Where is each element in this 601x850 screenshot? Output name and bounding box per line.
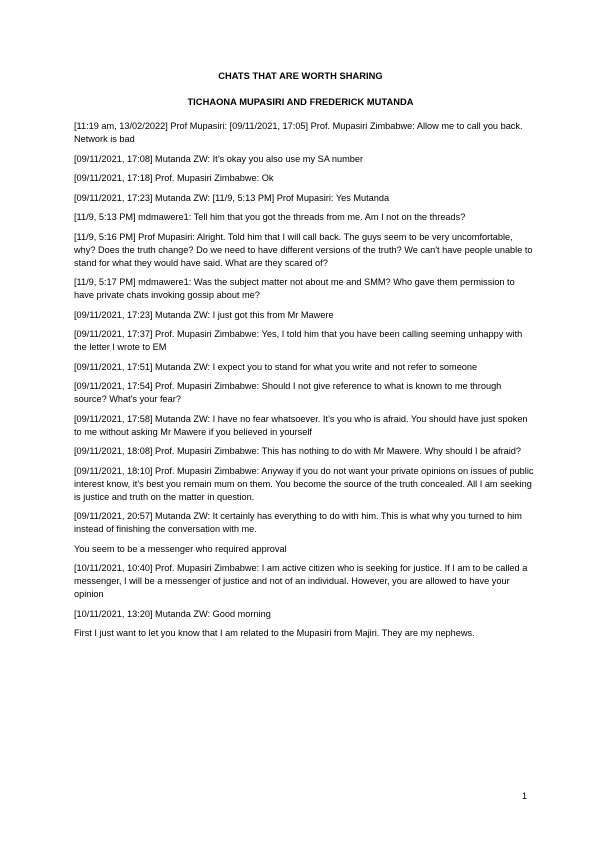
document-subtitle: TICHAONA MUPASIRI AND FREDERICK MUTANDA (187, 97, 414, 107)
chat-transcript (74, 120, 534, 647)
chat-paragraph: [09/11/2021, 18:08] Prof. Mupasiri Zimbabwe: This has nothing to do with Mr Mawere. Why should I be afraid? (74, 446, 522, 456)
page-number: 1 (522, 791, 528, 801)
chat-paragraph: [09/11/2021, 17:54] Prof. Mupasiri Zimbabwe: Should I not give reference to what is known to me through source? What's your fear? (74, 381, 502, 404)
chat-paragraph: [09/11/2021, 17:23] Mutanda ZW: I just got this from Mr Mawere (74, 309, 334, 320)
chat-paragraph: [09/11/2021, 17:23] Mutanda ZW: [11/9, 5:13 PM] Prof Mupasiri: Yes Mutanda (74, 192, 390, 203)
chat-paragraph: [09/11/2021, 18:10] Prof. Mupasiri Zimbabwe: Anyway if you do not want your private opinions on issues of public interest know, it's best you remain mum on them. You become the source of the truth concealed. All I am seeking is justice and truth on the matter in question. (74, 465, 534, 502)
chat-paragraph: [09/11/2021, 17:08] Mutanda ZW: It’s okay you also use my SA number (74, 153, 364, 164)
chat-paragraph: [10/11/2021, 13:20] Mutanda ZW: Good morning (74, 608, 271, 619)
chat-paragraph: [11/9, 5:13 PM] mdmawere1: Tell him that you got the threads from me. Am I not on the threads? (74, 212, 466, 222)
chat-paragraph: [09/11/2021, 17:58] Mutanda ZW: I have no fear whatsoever. It’s you who is afraid. You should have just spoken to me without asking Mr Mawere if you believed in yourself (74, 413, 528, 437)
chat-paragraph: [09/11/2021, 20:57] Mutanda ZW: It certainly has everything to do with him. This is what why you turned to him instead of finishing the conversation with me. (74, 511, 522, 534)
chat-paragraph: First I just want to let you know that I am related to the Mupasiri from Majiri. They are my nephews. (74, 628, 475, 638)
chat-paragraph: [10/11/2021, 10:40] Prof. Mupasiri Zimbabwe: I am active citizen who is seeking for justice. If I am to be called a messenger, I will be a messenger of justice and not of an individual. However, you are allowed to have your opinion (74, 563, 528, 599)
chat-paragraph: [09/11/2021, 17:37] Prof. Mupasiri Zimbabwe: Yes, I told him that you have been calling seeming unhappy with the letter I wrote to EM (74, 329, 523, 352)
chat-paragraph: [09/11/2021, 17:51] Mutanda ZW: I expect you to stand for what you write and not refer to someone (74, 361, 478, 372)
chat-paragraph: You seem to be a messenger who required approval (74, 543, 287, 554)
chat-paragraph: [11:19 am, 13/02/2022] Prof Mupasiri: [09/11/2021, 17:05] Prof. Mupasiri Zimbabwe: Allow me to call you back. Network is bad (74, 121, 523, 144)
chat-paragraph: [11/9, 5:16 PM] Prof Mupasiri: Alright. Told him that I will call back. The guys seem to be very uncomfortable, why? Does the truth change? Do we need to have different versions of the truth? We can't have people unable to stand for what they would have said. What are they scared of? (74, 231, 533, 268)
chat-paragraph: [11/9, 5:17 PM] mdmawere1: Was the subject matter not about me and SMM? Who gave them permission to have private chats invoking gossip about me? (74, 277, 515, 300)
chat-paragraph: [09/11/2021, 17:18] Prof. Mupasiri Zimbabwe: Ok (74, 173, 274, 183)
document-title: CHATS THAT ARE WORTH SHARING (218, 71, 383, 81)
